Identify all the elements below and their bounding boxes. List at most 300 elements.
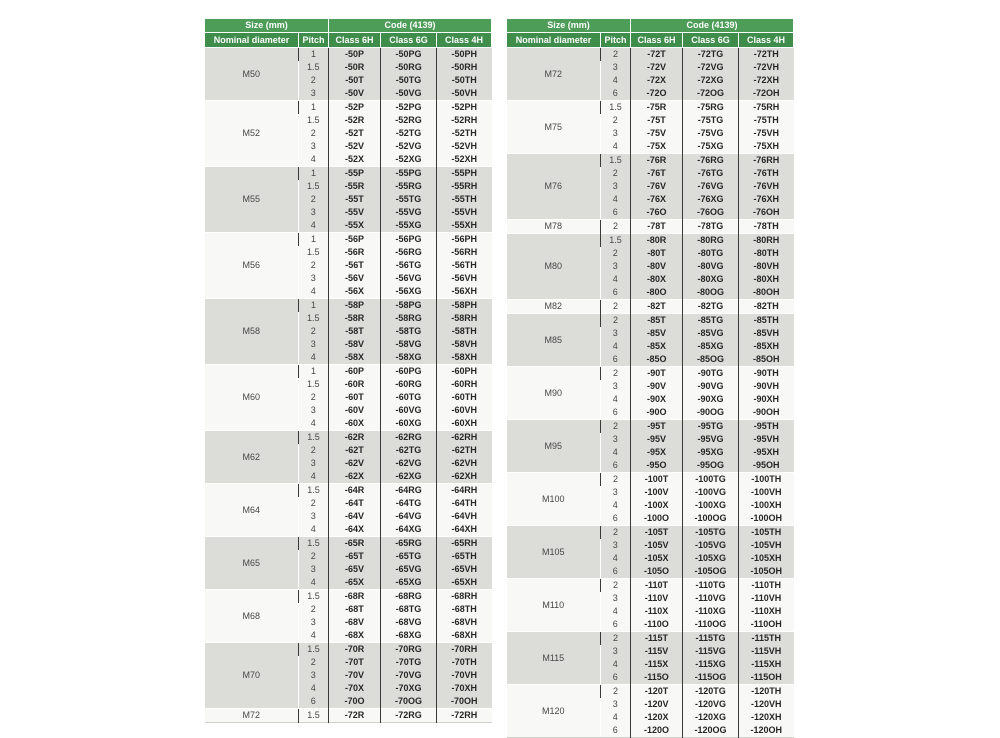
code-4h-cell: -120VH xyxy=(739,698,794,711)
size-header: Size (mm) xyxy=(507,19,631,33)
col-header-class-6g: Class 6G xyxy=(683,33,739,48)
code-4h-cell: -115OH xyxy=(739,671,794,685)
diameter-group xyxy=(205,48,492,101)
col-header-class-6h: Class 6H xyxy=(631,33,683,48)
code-6h-cell: -58P xyxy=(329,299,381,313)
code-4h-cell: -64RH xyxy=(437,484,492,498)
code-6h-cell: -56T xyxy=(329,259,381,272)
code-6g-cell: -62VG xyxy=(381,457,437,470)
diameter-group xyxy=(507,234,794,300)
code-4h-cell: -95XH xyxy=(739,446,794,459)
code-6g-cell: -55VG xyxy=(381,206,437,219)
code-6g-cell: -60VG xyxy=(381,404,437,417)
code-6h-cell: -68R xyxy=(329,590,381,604)
pitch-cell: 6 xyxy=(601,459,631,473)
pitch-cell: 4 xyxy=(299,523,329,537)
code-4h-cell: -75XH xyxy=(739,140,794,154)
diameter-group xyxy=(507,579,794,632)
code-6g-cell: -90VG xyxy=(683,380,739,393)
code-4h-cell: -65VH xyxy=(437,563,492,576)
table-row xyxy=(205,167,492,181)
code-header: Code (4139) xyxy=(631,19,794,33)
diameter-group xyxy=(507,48,794,101)
code-6g-cell: -56PG xyxy=(381,233,437,247)
code-4h-cell: -64TH xyxy=(437,497,492,510)
code-6g-cell: -72TG xyxy=(683,48,739,62)
pitch-cell: 3 xyxy=(601,327,631,340)
code-4h-cell: -90OH xyxy=(739,406,794,420)
code-6g-cell: -120OG xyxy=(683,724,739,738)
code-6g-cell: -65RG xyxy=(381,537,437,551)
code-4h-cell: -85OH xyxy=(739,353,794,367)
pitch-cell: 4 xyxy=(299,285,329,299)
code-6g-cell: -115OG xyxy=(683,671,739,685)
code-4h-cell: -50TH xyxy=(437,74,492,87)
pitch-cell: 3 xyxy=(601,380,631,393)
pitch-cell: 2 xyxy=(299,656,329,669)
code-6h-cell: -115T xyxy=(631,632,683,646)
code-6h-cell: -52P xyxy=(329,101,381,115)
code-6g-cell: -75RG xyxy=(683,101,739,115)
pitch-cell: 3 xyxy=(601,539,631,552)
table-row xyxy=(205,537,492,551)
code-6g-cell: -70XG xyxy=(381,682,437,695)
code-4h-cell: -56RH xyxy=(437,246,492,259)
code-6g-cell: -52PG xyxy=(381,101,437,115)
size-header: Size (mm) xyxy=(205,19,329,33)
code-4h-cell: -56TH xyxy=(437,259,492,272)
code-4h-cell: -120OH xyxy=(739,724,794,738)
code-6g-cell: -80VG xyxy=(683,260,739,273)
code-6g-cell: -115XG xyxy=(683,658,739,671)
code-6g-cell: -95TG xyxy=(683,420,739,434)
code-6h-cell: -95X xyxy=(631,446,683,459)
code-4h-cell: -65RH xyxy=(437,537,492,551)
code-6g-cell: -110VG xyxy=(683,592,739,605)
table-row xyxy=(507,314,794,328)
code-4h-cell: -62RH xyxy=(437,431,492,445)
code-4h-cell: -110XH xyxy=(739,605,794,618)
code-4h-cell: -72VH xyxy=(739,61,794,74)
diameter-group xyxy=(205,431,492,484)
code-4h-cell: -80OH xyxy=(739,286,794,300)
code-4h-cell: -55TH xyxy=(437,193,492,206)
pitch-cell: 3 xyxy=(601,486,631,499)
diameter-group xyxy=(507,420,794,473)
code-4h-cell: -68TH xyxy=(437,603,492,616)
pitch-cell: 3 xyxy=(601,698,631,711)
code-6h-cell: -76T xyxy=(631,167,683,180)
pitch-cell: 4 xyxy=(601,193,631,206)
code-4h-cell: -85XH xyxy=(739,340,794,353)
table-row xyxy=(507,367,794,381)
pitch-cell: 4 xyxy=(601,273,631,286)
code-4h-cell: -56PH xyxy=(437,233,492,247)
code-6g-cell: -76XG xyxy=(683,193,739,206)
pitch-cell: 3 xyxy=(299,510,329,523)
table-row xyxy=(507,234,794,248)
code-6g-cell: -72VG xyxy=(683,61,739,74)
code-6h-cell: -58V xyxy=(329,338,381,351)
code-6g-cell: -62XG xyxy=(381,470,437,484)
diameter-group xyxy=(507,154,794,220)
code-6g-cell: -62TG xyxy=(381,444,437,457)
nominal-diameter-cell: M95 xyxy=(507,420,601,473)
code-6g-cell: -56RG xyxy=(381,246,437,259)
code-6g-cell: -100XG xyxy=(683,499,739,512)
code-6g-cell: -64RG xyxy=(381,484,437,498)
pitch-cell: 2 xyxy=(601,314,631,328)
table-row xyxy=(507,300,794,314)
pitch-cell: 1.5 xyxy=(299,61,329,74)
code-6g-cell: -50PG xyxy=(381,48,437,62)
code-6h-cell: -70X xyxy=(329,682,381,695)
pitch-cell: 2 xyxy=(601,579,631,593)
pitch-cell: 1.5 xyxy=(299,431,329,445)
code-4h-cell: -72RH xyxy=(437,709,492,723)
pitch-cell: 2 xyxy=(601,685,631,699)
code-4h-cell: -72OH xyxy=(739,87,794,101)
code-6g-cell: -105OG xyxy=(683,565,739,579)
code-6g-cell: -100OG xyxy=(683,512,739,526)
code-6h-cell: -55V xyxy=(329,206,381,219)
code-6h-cell: -50T xyxy=(329,74,381,87)
code-4h-cell: -105OH xyxy=(739,565,794,579)
code-4h-cell: -78TH xyxy=(739,220,794,234)
col-header-class-4h: Class 4H xyxy=(739,33,794,48)
pitch-cell: 4 xyxy=(601,552,631,565)
code-6g-cell: -76VG xyxy=(683,180,739,193)
pitch-cell: 6 xyxy=(601,353,631,367)
nominal-diameter-cell: M75 xyxy=(507,101,601,154)
code-4h-cell: -50RH xyxy=(437,61,492,74)
code-6h-cell: -70O xyxy=(329,695,381,709)
code-6h-cell: -80T xyxy=(631,247,683,260)
code-4h-cell: -80TH xyxy=(739,247,794,260)
nominal-diameter-cell: M90 xyxy=(507,367,601,420)
code-6g-cell: -85OG xyxy=(683,353,739,367)
pitch-cell: 2 xyxy=(299,325,329,338)
nominal-diameter-cell: M60 xyxy=(205,365,299,431)
code-6g-cell: -55XG xyxy=(381,219,437,233)
code-6g-cell: -65TG xyxy=(381,550,437,563)
diameter-group xyxy=(507,314,794,367)
code-6h-cell: -55T xyxy=(329,193,381,206)
code-4h-cell: -56XH xyxy=(437,285,492,299)
pitch-cell: 4 xyxy=(601,605,631,618)
table-row xyxy=(205,101,492,115)
code-6h-cell: -68V xyxy=(329,616,381,629)
code-4h-cell: -70TH xyxy=(437,656,492,669)
pitch-cell: 3 xyxy=(299,206,329,219)
pitch-cell: 3 xyxy=(299,404,329,417)
code-6h-cell: -65R xyxy=(329,537,381,551)
code-6g-cell: -52RG xyxy=(381,114,437,127)
code-4h-cell: -65XH xyxy=(437,576,492,590)
code-6h-cell: -78T xyxy=(631,220,683,234)
code-6h-cell: -72O xyxy=(631,87,683,101)
pitch-cell: 4 xyxy=(601,446,631,459)
code-4h-cell: -80RH xyxy=(739,234,794,248)
pitch-cell: 1.5 xyxy=(299,537,329,551)
code-4h-cell: -115VH xyxy=(739,645,794,658)
pitch-cell: 1 xyxy=(299,365,329,379)
code-6h-cell: -110O xyxy=(631,618,683,632)
code-6h-cell: -80X xyxy=(631,273,683,286)
code-4h-cell: -110OH xyxy=(739,618,794,632)
pitch-cell: 1 xyxy=(299,299,329,313)
table-header xyxy=(507,19,794,48)
code-6g-cell: -70VG xyxy=(381,669,437,682)
code-6g-cell: -80XG xyxy=(683,273,739,286)
pitch-cell: 4 xyxy=(299,682,329,695)
code-6h-cell: -82T xyxy=(631,300,683,314)
diameter-group xyxy=(205,590,492,643)
code-6h-cell: -72T xyxy=(631,48,683,62)
nominal-diameter-cell: M78 xyxy=(507,220,601,234)
code-4h-cell: -90XH xyxy=(739,393,794,406)
code-4h-cell: -72XH xyxy=(739,74,794,87)
code-6h-cell: -75R xyxy=(631,101,683,115)
code-6g-cell: -90OG xyxy=(683,406,739,420)
code-6g-cell: -95OG xyxy=(683,459,739,473)
pitch-cell: 2 xyxy=(601,48,631,62)
diameter-group xyxy=(205,233,492,299)
code-6h-cell: -70R xyxy=(329,643,381,657)
code-6h-cell: -60X xyxy=(329,417,381,431)
code-6h-cell: -120V xyxy=(631,698,683,711)
col-header-nominal-diameter: Nominal diameter xyxy=(507,33,601,48)
thread-code-table-left xyxy=(204,18,492,723)
code-4h-cell: -60TH xyxy=(437,391,492,404)
code-6h-cell: -105X xyxy=(631,552,683,565)
code-4h-cell: -55RH xyxy=(437,180,492,193)
code-6h-cell: -72X xyxy=(631,74,683,87)
code-6h-cell: -105O xyxy=(631,565,683,579)
pitch-cell: 2 xyxy=(299,603,329,616)
table-row xyxy=(507,420,794,434)
diameter-group xyxy=(507,367,794,420)
pitch-cell: 1.5 xyxy=(299,709,329,723)
code-4h-cell: -64XH xyxy=(437,523,492,537)
table-row xyxy=(205,643,492,657)
code-6h-cell: -76O xyxy=(631,206,683,220)
pitch-cell: 1.5 xyxy=(299,312,329,325)
code-4h-cell: -105VH xyxy=(739,539,794,552)
code-6h-cell: -110T xyxy=(631,579,683,593)
code-6h-cell: -90X xyxy=(631,393,683,406)
diameter-group xyxy=(205,101,492,167)
pitch-cell: 2 xyxy=(601,632,631,646)
code-6h-cell: -62T xyxy=(329,444,381,457)
pitch-cell: 2 xyxy=(601,114,631,127)
pitch-cell: 4 xyxy=(601,140,631,154)
code-6g-cell: -90XG xyxy=(683,393,739,406)
code-4h-cell: -58PH xyxy=(437,299,492,313)
table-row xyxy=(205,431,492,445)
code-6h-cell: -55R xyxy=(329,180,381,193)
pitch-cell: 3 xyxy=(601,592,631,605)
code-4h-cell: -52TH xyxy=(437,127,492,140)
code-6h-cell: -70V xyxy=(329,669,381,682)
pitch-cell: 6 xyxy=(601,206,631,220)
code-4h-cell: -120XH xyxy=(739,711,794,724)
code-6g-cell: -58XG xyxy=(381,351,437,365)
code-6h-cell: -80V xyxy=(631,260,683,273)
table-row xyxy=(507,526,794,540)
pitch-cell: 3 xyxy=(299,563,329,576)
code-6g-cell: -55PG xyxy=(381,167,437,181)
table-row xyxy=(205,299,492,313)
code-6g-cell: -64VG xyxy=(381,510,437,523)
code-6g-cell: -52VG xyxy=(381,140,437,153)
code-4h-cell: -62TH xyxy=(437,444,492,457)
code-4h-cell: -50PH xyxy=(437,48,492,62)
col-header-pitch: Pitch xyxy=(601,33,631,48)
pitch-cell: 3 xyxy=(601,260,631,273)
code-6h-cell: -105V xyxy=(631,539,683,552)
pitch-cell: 6 xyxy=(299,695,329,709)
code-6h-cell: -90V xyxy=(631,380,683,393)
code-6h-cell: -72V xyxy=(631,61,683,74)
code-4h-cell: -60PH xyxy=(437,365,492,379)
code-6g-cell: -56TG xyxy=(381,259,437,272)
code-6h-cell: -58T xyxy=(329,325,381,338)
code-4h-cell: -100OH xyxy=(739,512,794,526)
code-6g-cell: -85TG xyxy=(683,314,739,328)
code-6g-cell: -100VG xyxy=(683,486,739,499)
code-6g-cell: -68RG xyxy=(381,590,437,604)
code-6g-cell: -85VG xyxy=(683,327,739,340)
code-4h-cell: -95TH xyxy=(739,420,794,434)
code-6h-cell: -50P xyxy=(329,48,381,62)
code-6g-cell: -56XG xyxy=(381,285,437,299)
code-6g-cell: -78TG xyxy=(683,220,739,234)
code-4h-cell: -52RH xyxy=(437,114,492,127)
code-4h-cell: -55XH xyxy=(437,219,492,233)
code-6g-cell: -120TG xyxy=(683,685,739,699)
code-6g-cell: -76OG xyxy=(683,206,739,220)
code-6h-cell: -90T xyxy=(631,367,683,381)
pitch-cell: 6 xyxy=(601,87,631,101)
nominal-diameter-cell: M110 xyxy=(507,579,601,632)
code-4h-cell: -76XH xyxy=(739,193,794,206)
code-6h-cell: -85T xyxy=(631,314,683,328)
code-6g-cell: -65VG xyxy=(381,563,437,576)
code-4h-cell: -105XH xyxy=(739,552,794,565)
nominal-diameter-cell: M76 xyxy=(507,154,601,220)
code-6h-cell: -80O xyxy=(631,286,683,300)
code-6h-cell: -60R xyxy=(329,378,381,391)
code-4h-cell: -80XH xyxy=(739,273,794,286)
pitch-cell: 6 xyxy=(601,671,631,685)
col-header-pitch: Pitch xyxy=(299,33,329,48)
code-4h-cell: -68VH xyxy=(437,616,492,629)
diameter-group xyxy=(205,299,492,365)
pitch-cell: 3 xyxy=(601,645,631,658)
code-6g-cell: -70OG xyxy=(381,695,437,709)
code-6g-cell: -62RG xyxy=(381,431,437,445)
code-6g-cell: -75XG xyxy=(683,140,739,154)
pitch-cell: 2 xyxy=(299,127,329,140)
code-6g-cell: -52XG xyxy=(381,153,437,167)
nominal-diameter-cell: M82 xyxy=(507,300,601,314)
code-6g-cell: -72XG xyxy=(683,74,739,87)
code-6h-cell: -60V xyxy=(329,404,381,417)
code-6h-cell: -52X xyxy=(329,153,381,167)
code-6g-cell: -76RG xyxy=(683,154,739,168)
table-row xyxy=(507,685,794,699)
nominal-diameter-cell: M70 xyxy=(205,643,299,709)
code-4h-cell: -76VH xyxy=(739,180,794,193)
pitch-cell: 3 xyxy=(299,338,329,351)
code-4h-cell: -55PH xyxy=(437,167,492,181)
pitch-cell: 1.5 xyxy=(299,484,329,498)
code-6g-cell: -75TG xyxy=(683,114,739,127)
code-6h-cell: -120X xyxy=(631,711,683,724)
diameter-group xyxy=(205,484,492,537)
code-6h-cell: -56P xyxy=(329,233,381,247)
code-6g-cell: -60PG xyxy=(381,365,437,379)
diameter-group xyxy=(507,685,794,738)
code-6h-cell: -65V xyxy=(329,563,381,576)
code-6g-cell: -58TG xyxy=(381,325,437,338)
code-6h-cell: -64X xyxy=(329,523,381,537)
thread-code-table-right xyxy=(506,18,794,738)
code-6g-cell: -95XG xyxy=(683,446,739,459)
pitch-cell: 4 xyxy=(601,711,631,724)
code-4h-cell: -64VH xyxy=(437,510,492,523)
nominal-diameter-cell: M68 xyxy=(205,590,299,643)
diameter-group xyxy=(205,365,492,431)
pitch-cell: 2 xyxy=(601,300,631,314)
code-4h-cell: -60XH xyxy=(437,417,492,431)
code-6h-cell: -72R xyxy=(329,709,381,723)
code-6h-cell: -120T xyxy=(631,685,683,699)
code-6g-cell: -82TG xyxy=(683,300,739,314)
code-6h-cell: -68X xyxy=(329,629,381,643)
col-header-class-4h: Class 4H xyxy=(437,33,492,48)
pitch-cell: 1.5 xyxy=(601,101,631,115)
pitch-cell: 3 xyxy=(299,87,329,101)
table-row xyxy=(205,709,492,723)
code-4h-cell: -60VH xyxy=(437,404,492,417)
pitch-cell: 1.5 xyxy=(299,114,329,127)
code-4h-cell: -70OH xyxy=(437,695,492,709)
code-4h-cell: -70RH xyxy=(437,643,492,657)
code-4h-cell: -60RH xyxy=(437,378,492,391)
table-row xyxy=(205,233,492,247)
code-4h-cell: -100VH xyxy=(739,486,794,499)
code-6g-cell: -110OG xyxy=(683,618,739,632)
nominal-diameter-cell: M100 xyxy=(507,473,601,526)
nominal-diameter-cell: M120 xyxy=(507,685,601,738)
pitch-cell: 2 xyxy=(299,444,329,457)
code-6g-cell: -100TG xyxy=(683,473,739,487)
code-4h-cell: -72TH xyxy=(739,48,794,62)
code-6g-cell: -110TG xyxy=(683,579,739,593)
code-4h-cell: -70VH xyxy=(437,669,492,682)
code-6h-cell: -58X xyxy=(329,351,381,365)
code-4h-cell: -50VH xyxy=(437,87,492,101)
code-4h-cell: -56VH xyxy=(437,272,492,285)
code-6h-cell: -52R xyxy=(329,114,381,127)
code-4h-cell: -85TH xyxy=(739,314,794,328)
pitch-cell: 6 xyxy=(601,512,631,526)
code-4h-cell: -76OH xyxy=(739,206,794,220)
nominal-diameter-cell: M50 xyxy=(205,48,299,101)
diameter-group xyxy=(205,709,492,723)
